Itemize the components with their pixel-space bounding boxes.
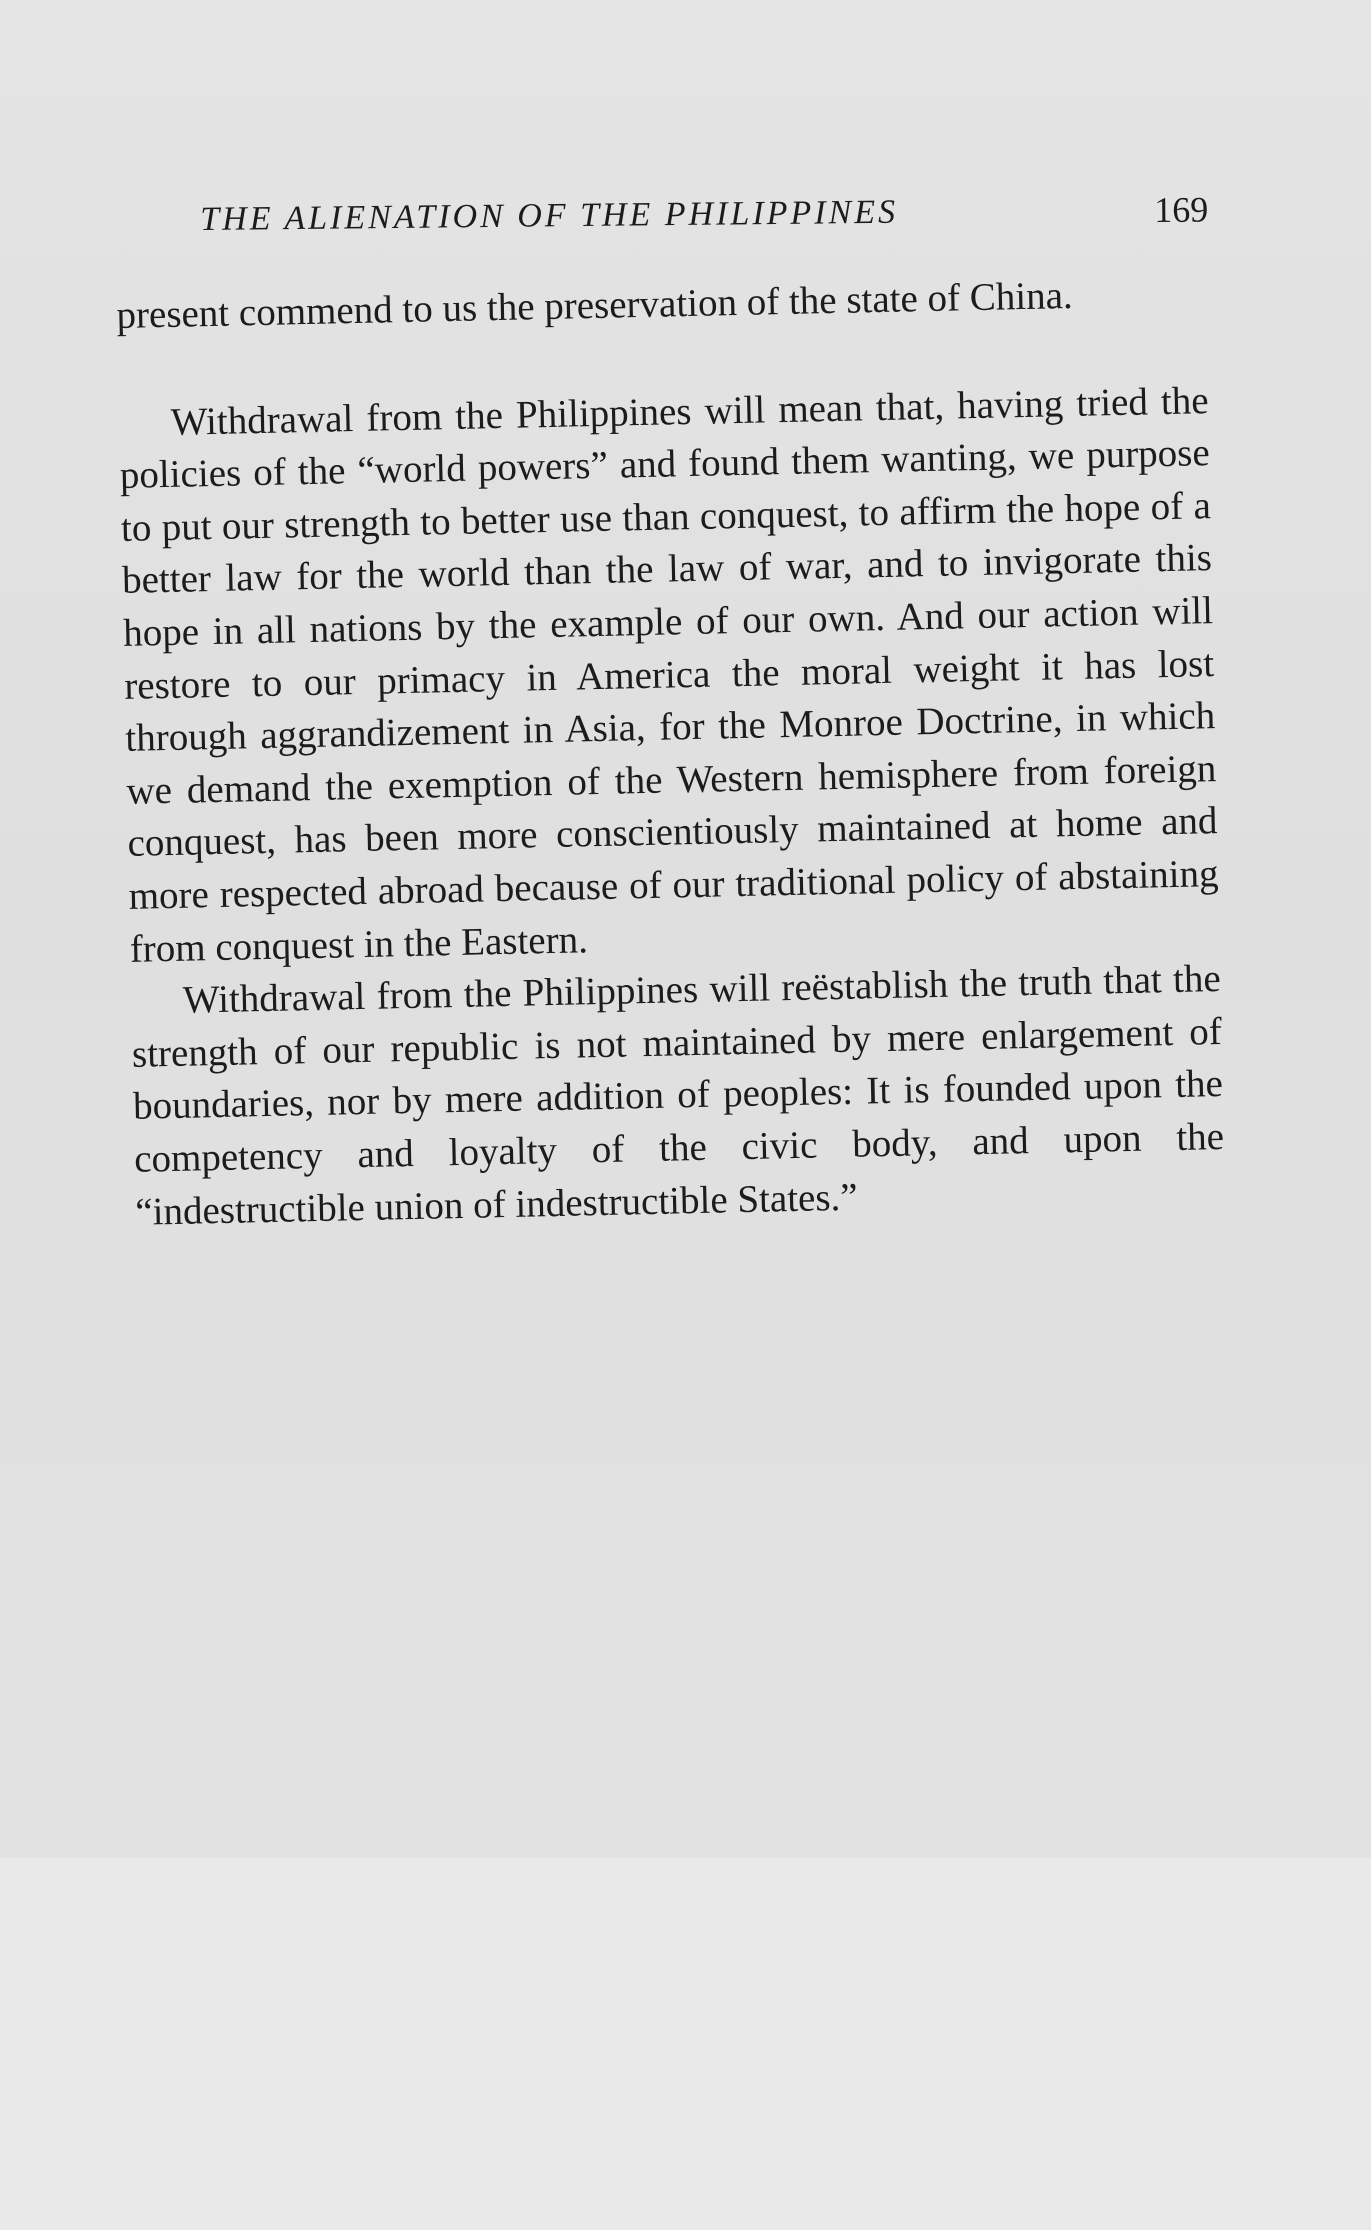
paragraph-continued: present commend to us the preservation of the state of China. [116,273,1074,337]
page-number: 169 [1153,189,1209,231]
paragraph-withdrawal-reestablish: Withdrawal from the Philippines will reëstablish the truth that the strength of our republic is not maintained by mere enlargement of boundaries, nor by mere addition of peoples: It is founded upon the competency and loyalty of the civic body, and upon the “indestructible union of indestructible States.” [131,957,1225,1234]
running-head [200,185,1209,256]
paragraph-withdrawal-meaning: Withdrawal from the Philippines will mean that, having tried the policies of the “world powers” and found them wanting, we purpose to put our strength to better use than conquest, to affirm the hope of a better law for the world than the law of war, and to invigorate this hope in all nations by the example of our own. And our action will restore to our primacy in America the moral weight it has lost through aggrandizement in Asia, for the Monroe Doctrine, in which we demand the exemption of the Western hemisphere from foreign conquest, has been more conscientiously maintained at home and more respected abroad because of our traditional policy of abstaining from conquest in the Eastern. [119,378,1219,971]
running-title: THE ALIENATION OF THE PHILIPPINES [200,193,899,238]
body-text [116,267,1226,1239]
scan-margin [0,1858,1371,2230]
